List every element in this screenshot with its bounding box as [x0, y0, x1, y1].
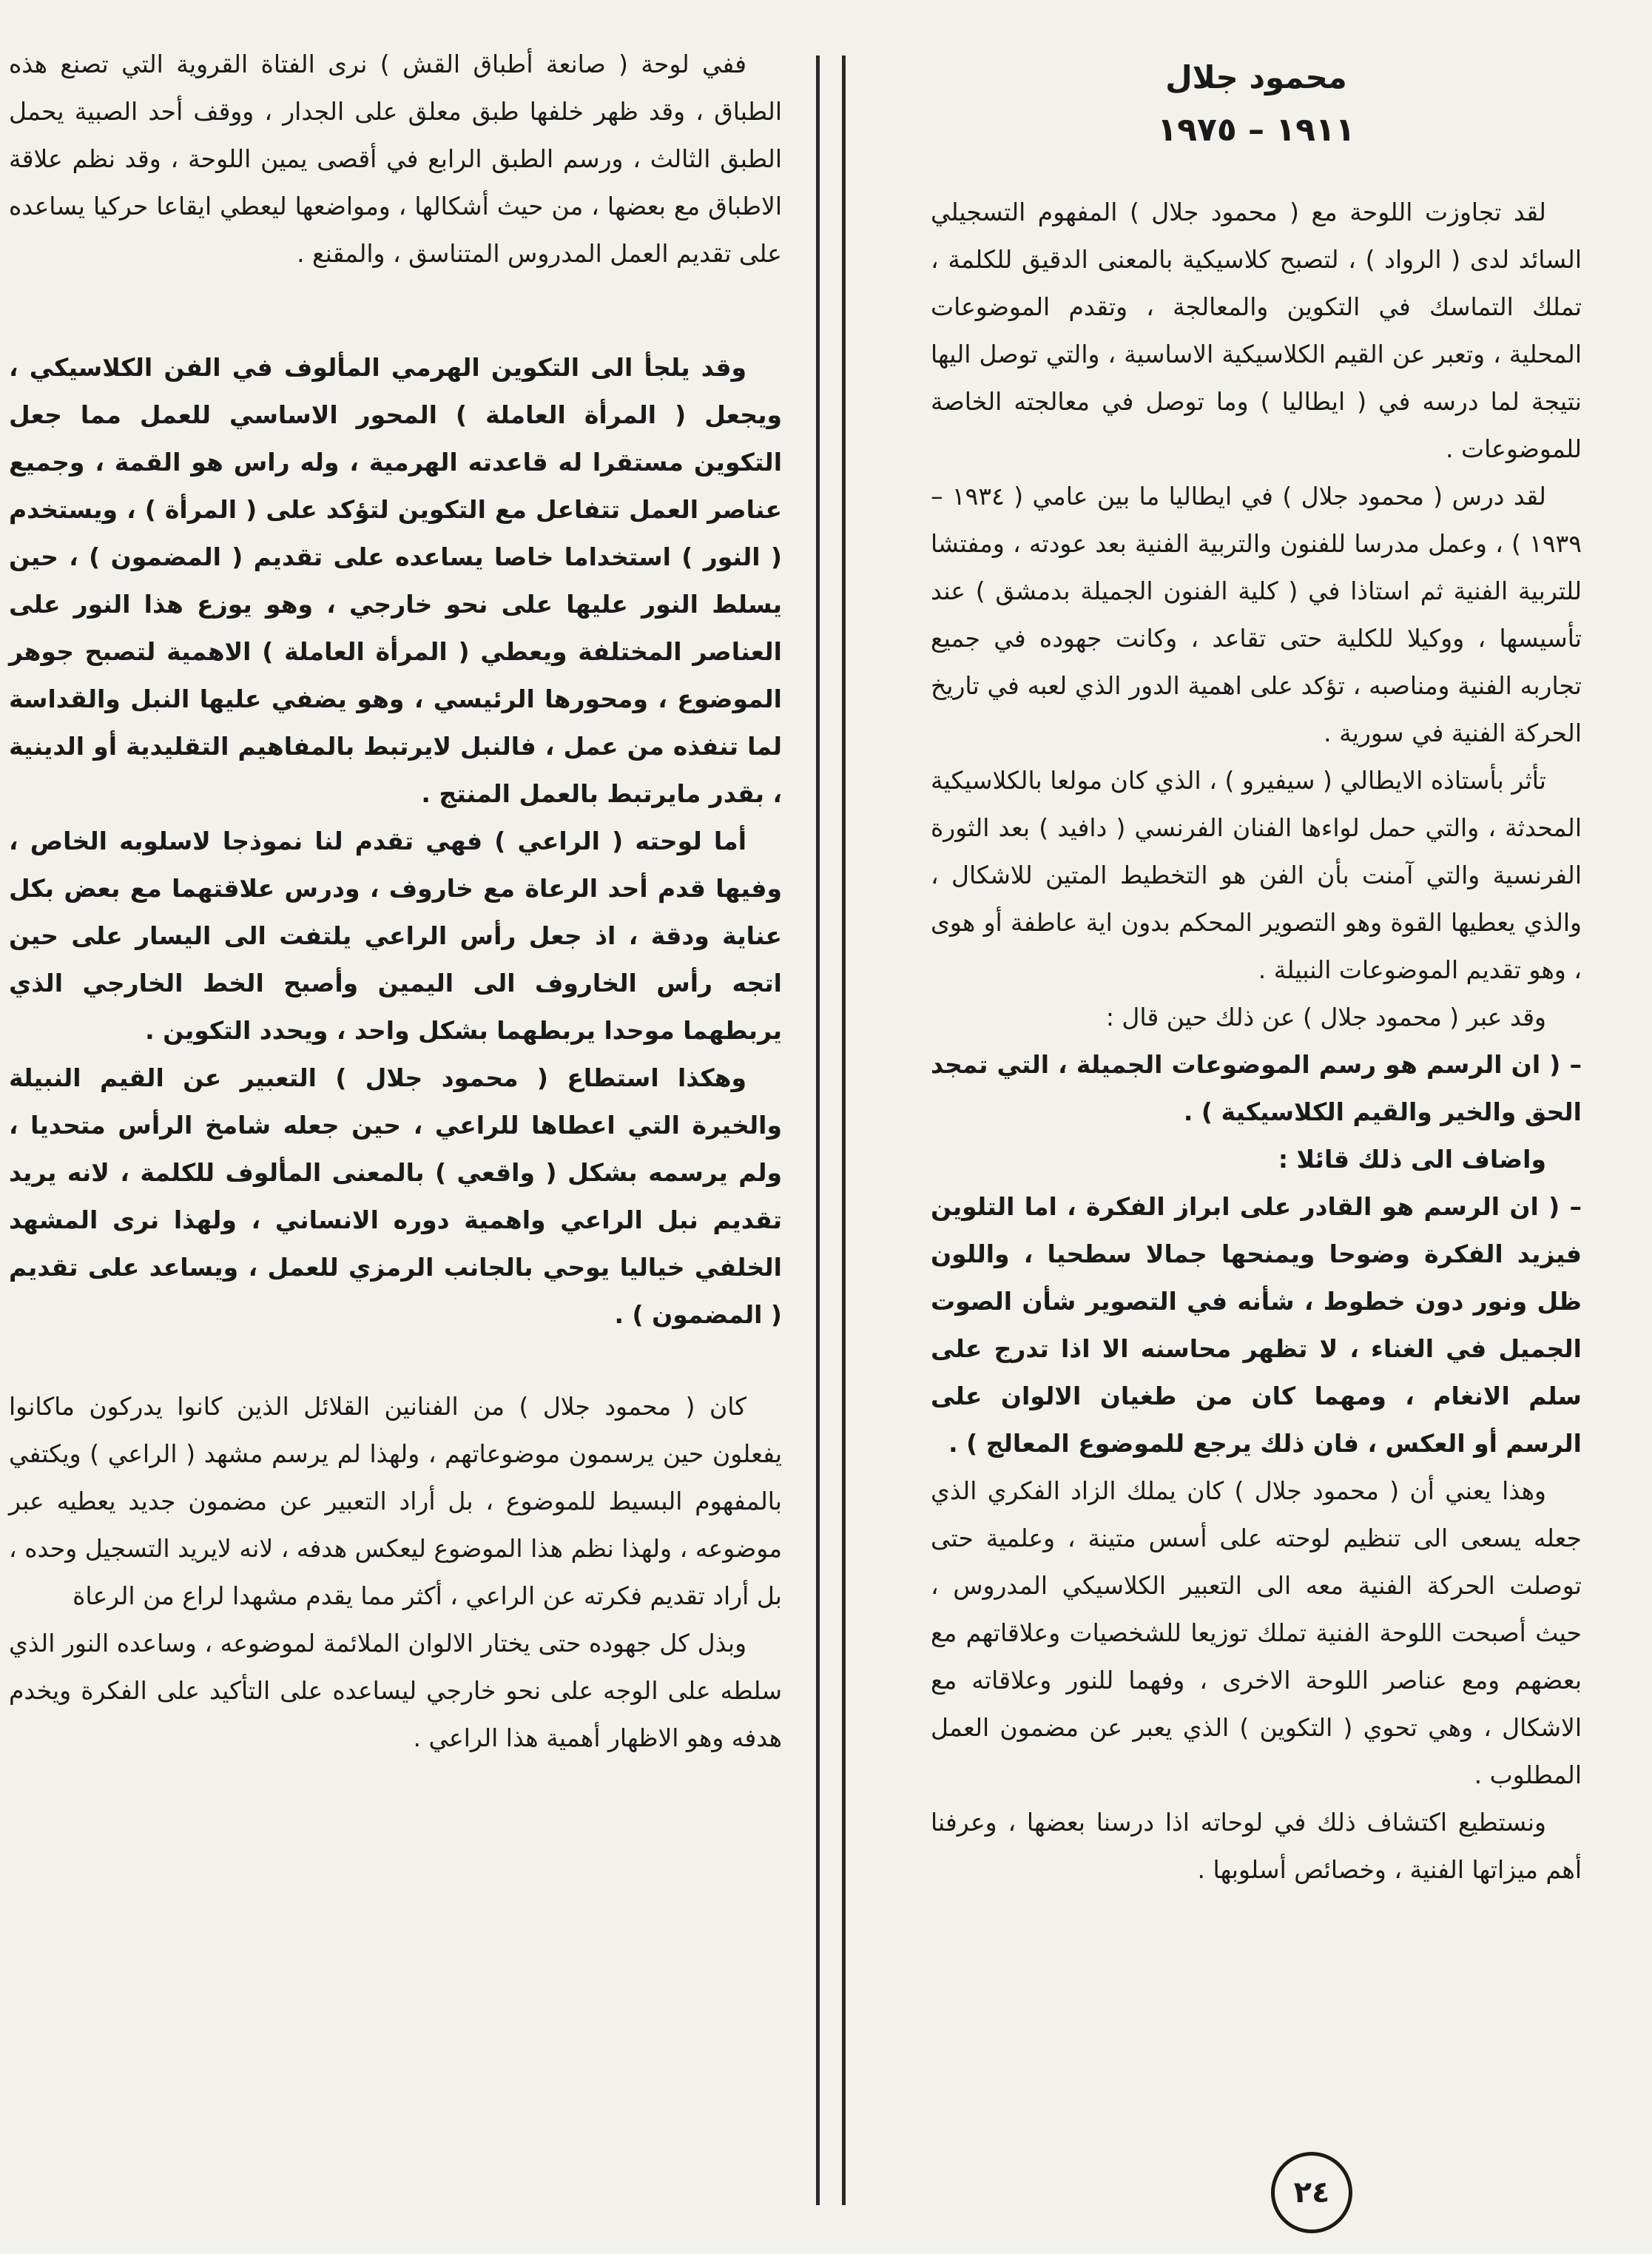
- artist-years: ١٩١١ – ١٩٧٥: [1157, 111, 1355, 149]
- paragraph: أما لوحته ( الراعي ) فهي تقدم لنا نموذجا لاسلوبه الخاص ، وفيها قدم أحد الرعاة مع خاروف ، ودرس علاقتهما مع بعض بكل عناية ودقة ، اذ جعل رأس الراعي يلتفت الى اليسار على حين اتجه رأس الخاروف الى اليمين وأصبح الخط الخارجي الذي يربطهما موحدا يربطهما بشكل واحد ، ويحدد التكوين .: [9, 827, 782, 1045]
- right-column: [931, 189, 1582, 1894]
- paragraph: ففي لوحة ( صانعة أطباق القش ) نرى الفتاة القروية التي تصنع هذه الطباق ، وقد ظهر خلفها طبق معلق على الجدار ، ووقف أحد الصبية يحمل الطبق الثالث ، ورسم الطبق الرابع في أقصى يمين اللوحة ، وقد نظم علاقة الاطباق مع بعضها ، من حيث أشكالها ، ومواضعها ليعطي ايقاعا حركيا يساعده على تقديم العمل المدروس المتناسق ، والمقنع .: [9, 50, 782, 268]
- left-column: [9, 41, 782, 1762]
- quote-paragraph: – ( ان الرسم هو رسم الموضوعات الجميلة ، التي تمجد الحق والخير والقيم الكلاسيكية ) .: [931, 1050, 1582, 1126]
- paragraph: وقد عبر ( محمود جلال ) عن ذلك حين قال :: [1105, 1003, 1546, 1032]
- paragraph: لقد تجاوزت اللوحة مع ( محمود جلال ) المفهوم التسجيلي السائد لدى ( الرواد ) ، لتصبح كلاسيكية بالمعنى الدقيق للكلمة ، تملك التماسك في التكوين والمعالجة ، وتقدم الموضوعات المحلية ، وتعبر عن القيم الكلاسيكية الاساسية ، والتي توصل اليها نتيجة لما درسه في ( ايطاليا ) وما توصل في معالجته الخاصة للموضوعات .: [931, 198, 1582, 463]
- page-number: ٢٤: [1271, 2152, 1352, 2233]
- article-title: [931, 52, 1582, 157]
- artist-name: محمود جلال: [1165, 59, 1347, 95]
- quote-paragraph: – ( ان الرسم هو القادر على ابراز الفكرة ، اما التلوين فيزيد الفكرة وضوحا ويمنحها جمالا سطحيا ، واللون ظل ونور دون خطوط ، شأنه في التصوير شأن الصوت الجميل في الغناء ، لا تظهر محاسنه الا اذا تدرج على سلم الانغام ، ومهما كان من طغيان الالوان على الرسم أو العكس ، فان ذلك يرجع للموضوع المعالج ) .: [931, 1192, 1582, 1458]
- paragraph: وبذل كل جهوده حتى يختار الالوان الملائمة لموضوعه ، وساعده النور الذي سلطه على الوجه على نحو خارجي ليساعده على التأكيد على الفكرة ويخدم هدفه وهو الاظهار أهمية هذا الراعي .: [9, 1629, 782, 1752]
- paragraph: وهذا يعني أن ( محمود جلال ) كان يملك الزاد الفكري الذي جعله يسعى الى تنظيم لوحته على أسس متينة ، وعلمية حتى توصلت الحركة الفنية معه الى التعبير الكلاسيكي المدروس ، حيث أصبحت اللوحة الفنية تملك توزيعا للشخصيات وعلاقاتهم مع بعضهم ومع عناصر اللوحة الاخرى ، وفهما للنور وعلاقاته مع الاشكال ، وهي تحوي ( التكوين ) الذي يعبر عن مضمون العمل المطلوب .: [931, 1476, 1582, 1789]
- paragraph: لقد درس ( محمود جلال ) في ايطاليا ما بين عامي ( ١٩٣٤ – ١٩٣٩ ) ، وعمل مدرسا للفنون والتربية الفنية بعد عودته ، ومفتشا للتربية الفنية ثم استاذا في ( كلية الفنون الجميلة بدمشق ) عند تأسيسها ، ووكيلا للكلية حتى تقاعد ، وكانت جهوده في جميع تجاربه الفنية ومناصبه ، تؤكد على اهمية الدور الذي لعبه في تاريخ الحركة الفنية في سورية .: [931, 482, 1582, 747]
- paragraph: ونستطيع اكتشاف ذلك في لوحاته اذا درسنا بعضها ، وعرفنا أهم ميزاتها الفنية ، وخصائص أسلوبها .: [931, 1808, 1582, 1884]
- paragraph: وهكذا استطاع ( محمود جلال ) التعبير عن القيم النبيلة والخيرة التي اعطاها للراعي ، حين جعله شامخ الرأس متحديا ، ولم يرسمه بشكل ( واقعي ) بالمعنى المألوف للكلمة ، لانه يريد تقديم نبل الراعي واهمية دوره الانساني ، ولهذا نرى المشهد الخلفي خياليا يوحي بالجانب الرمزي للعمل ، ويساعد على تقديم ( المضمون ) .: [9, 1063, 782, 1329]
- paragraph: واضاف الى ذلك قائلا :: [1278, 1145, 1546, 1174]
- paragraph: وقد يلجأ الى التكوين الهرمي المألوف في الفن الكلاسيكي ، ويجعل ( المرأة العاملة ) المحور الاساسي للعمل مما جعل التكوين مستقرا له قاعدته الهرمية ، وله راس هو القمة ، وجميع عناصر العمل تتفاعل مع التكوين لتؤكد على ( المرأة ) ، ويستخدم ( النور ) استخداما خاصا يساعده على تقديم ( المضمون ) ، حين يسلط النور عليها على نحو خارجي ، وهو يوزع هذا النور على العناصر المختلفة ويعطي ( المرأة العاملة ) الاهمية لتصبح جوهر الموضوع ، ومحورها الرئيسي ، وهو يضفي عليها النبل والقداسة لما تنفذه من عمل ، فالنبل لايرتبط بالمفاهيم التقليدية أو الدينية ، بقدر مايرتبط بالعمل المنتج .: [9, 353, 782, 808]
- paragraph: تأثر بأستاذه الايطالي ( سيفيرو ) ، الذي كان مولعا بالكلاسيكية المحدثة ، والتي حمل لواءها الفنان الفرنسي ( دافيد ) بعد الثورة الفرنسية والتي آمنت بأن الفن هو التخطيط المتين للاشكال ، والذي يعطيها القوة وهو التصوير المحكم بدون اية عاطفة أو هوى ، وهو تقديم الموضوعات النبيلة .: [931, 766, 1582, 984]
- column-divider: [816, 55, 846, 2205]
- paragraph: كان ( محمود جلال ) من الفنانين القلائل الذين كانوا يدركون ماكانوا يفعلون حين يرسمون موضوعاتهم ، ولهذا لم يرسم مشهد ( الراعي ) ويكتفي بالمفهوم البسيط للموضوع ، بل أراد التعبير عن مضمون جديد يعطيه عبر موضوعه ، ولهذا نظم هذا الموضوع ليعكس هدفه ، لانه لايريد التسجيل وحده ، بل أراد تقديم فكرته عن الراعي ، أكثر مما يقدم مشهدا لراع من الرعاة: [9, 1392, 782, 1610]
